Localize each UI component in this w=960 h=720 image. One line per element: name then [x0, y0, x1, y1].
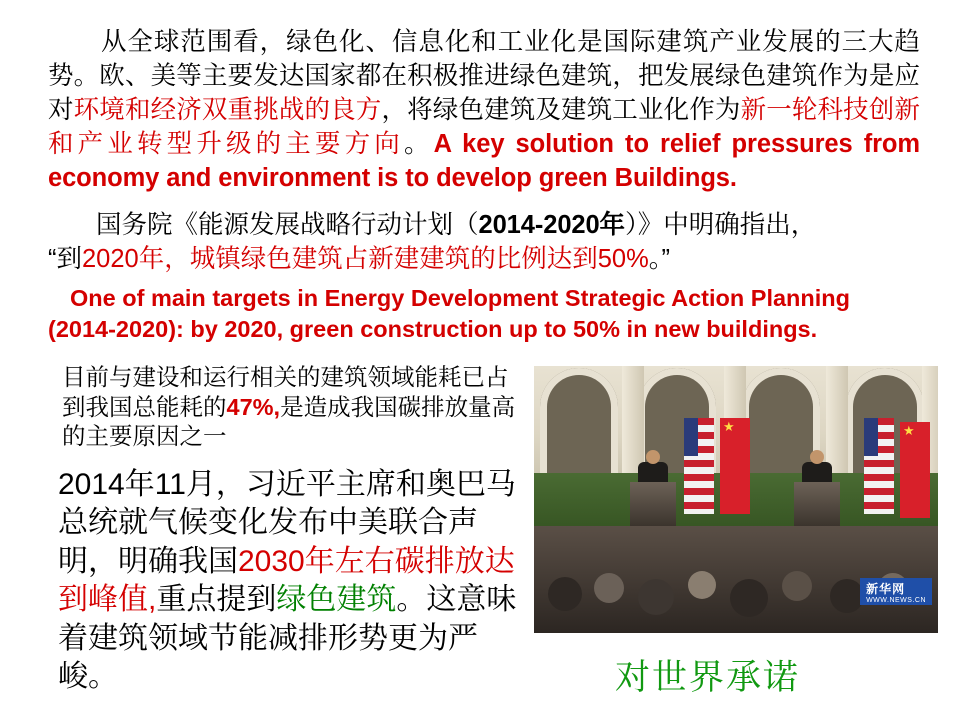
press-conference-photo [534, 366, 938, 633]
paragraph-1-english-sentence: A key solution to relief pressures from economy and environment is to develop green Buildings. [48, 129, 920, 192]
joint-statement-part-e: 。这意味着建筑领域节能减排形势更为严峻。 [58, 583, 517, 693]
slide-caption: 对世界承诺 [615, 658, 801, 698]
paragraph-2-english [48, 283, 928, 345]
energy-note-part-c: 是造成我国碳排放量高的主要原因之一 [62, 393, 516, 450]
speaker-head [646, 450, 660, 464]
audience-head [730, 579, 768, 617]
us-flag [684, 418, 714, 514]
paragraph-2-line-1-part-c: ）》中明确指出， [624, 211, 817, 239]
joint-statement-green-building: 绿色建筑 [276, 583, 397, 617]
paragraph-2 [48, 208, 928, 277]
energy-note-percentage: 47%, [226, 393, 281, 420]
photo-arch [540, 368, 618, 488]
paragraph-1 [48, 26, 920, 196]
china-flag [720, 418, 750, 514]
paragraph-2-quote-open: “到 [48, 245, 82, 274]
china-flag [900, 422, 930, 518]
audience-head [548, 577, 582, 611]
us-flag [864, 418, 894, 514]
paragraph-2-line-1 [48, 208, 928, 242]
paragraph-2-english-line-2: (2014-2020): by 2020, green construction up to 50% in new buildings. [48, 316, 818, 343]
audience-head [594, 573, 624, 603]
joint-statement-note [58, 466, 528, 696]
audience-head [782, 571, 812, 601]
xinhua-watermark-url: WWW.NEWS.CN [866, 597, 926, 604]
audience-head [830, 579, 864, 613]
xinhua-watermark-text: 新华网 [866, 582, 906, 596]
paragraph-1-highlight-2: 新一轮科技创新和产业转型升级的主要方向 [48, 95, 920, 158]
paragraph-1-highlight-1: 环境和经济双重挑战的良方 [73, 95, 382, 124]
podium [630, 482, 676, 526]
paragraph-1-segment-3: ，将绿色建筑及建筑工业化作为 [381, 95, 741, 124]
audience-head [638, 579, 674, 615]
joint-statement-part-c: 重点提到 [156, 583, 277, 617]
paragraph-2-english-line-1: One of main targets in Energy Development Strategic Action Planning [70, 285, 850, 311]
paragraph-1-segment-1: 从全球范围看，绿色化、信息化和工业化是国际建筑产业发展的三大趋势。欧、美等主要发达国家都在积极推进绿色建筑，把发展绿色建筑作为是应对 [48, 28, 920, 124]
audience-head [688, 571, 716, 599]
energy-consumption-note [62, 363, 517, 452]
paragraph-2-line-2 [48, 242, 928, 276]
energy-note-part-a: 目前与建设和运行相关的建筑领域能耗已占到我国总能耗的 [62, 364, 509, 420]
speaker-head [810, 450, 824, 464]
xinhua-watermark [860, 578, 932, 605]
paragraph-2-quote-close: 。” [648, 245, 671, 274]
paragraph-1-segment-5: 。 [403, 129, 434, 158]
paragraph-2-line-1-part-a: 国务院《能源发展战略行动计划（ [96, 211, 479, 239]
joint-statement-part-a: 2014年11月，习近平主席和奥巴马总统就气候变化发布中美联合声明，明确我国 [58, 468, 516, 578]
podium [794, 482, 840, 526]
paragraph-2-year-range: 2014-2020年 [478, 211, 625, 239]
paragraph-2-quote-highlight: 2020年，城镇绿色建筑占新建建筑的比例达到50% [82, 245, 649, 274]
joint-statement-peak-highlight: 2030年左右碳排放达到峰值, [58, 544, 515, 617]
